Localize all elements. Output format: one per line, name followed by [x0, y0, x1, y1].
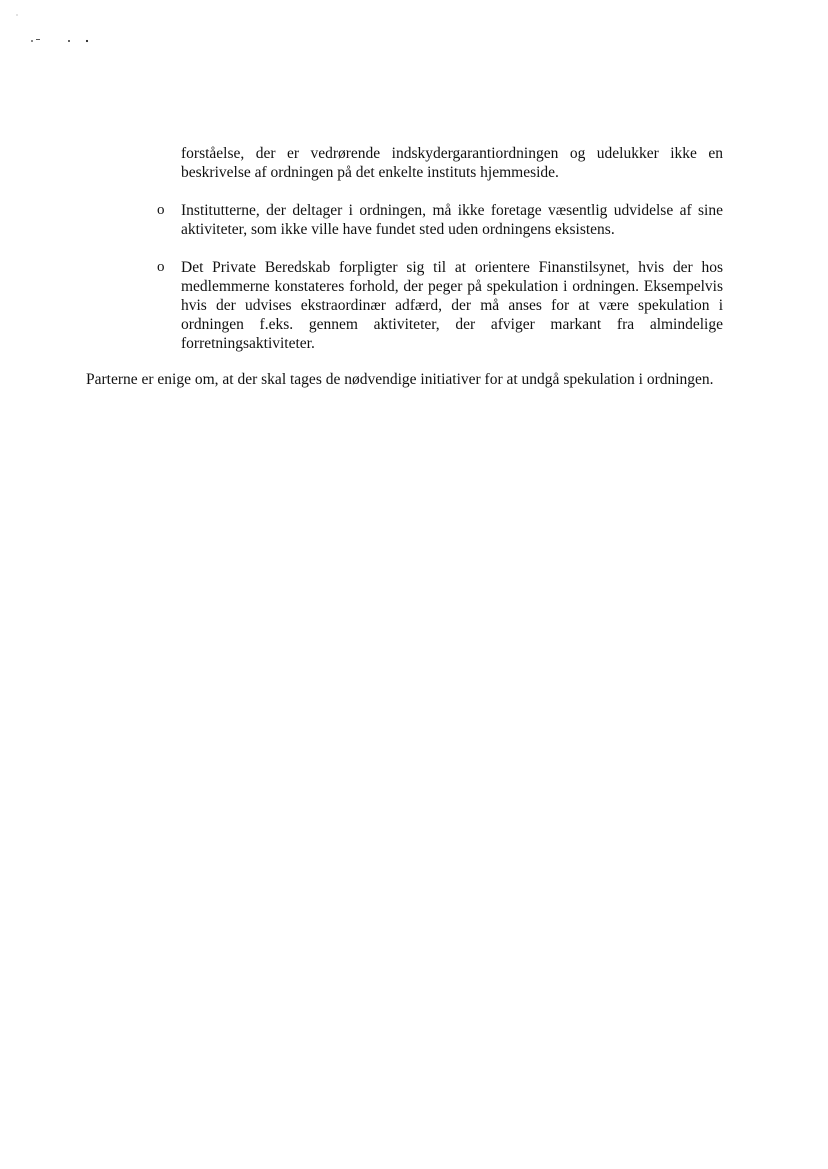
- closing-paragraph: Parterne er enige om, at der skal tages de nødvendige initiativer for at undgå spekulation i ordningen.: [86, 371, 714, 388]
- scan-speck: [36, 39, 40, 40]
- scan-specks: [0, 0, 120, 60]
- bullet-text: Det Private Beredskab forpligter sig til at orientere Finanstilsynet, hvis der hos medlemmerne konstateres forhold, der peger på spekulation i ordningen. Eksempelvis hvis der udvises ekstraordinær adfærd, der må anses for at være spekulation i ordningen f.eks. gennem aktiviteter, der afviger markant fra almindelige forretningsaktiviteter.: [181, 259, 723, 352]
- scan-speck: [86, 40, 88, 42]
- continuation-paragraph: forståelse, der er vedrørende indskydergarantiordningen og udelukker ikke en beskrivelse af ordningen på det enkelte instituts hjemmeside.: [181, 145, 723, 181]
- scan-speck: [68, 40, 70, 42]
- bullet-circle-icon: o: [157, 202, 165, 218]
- bullet-circle-icon: o: [157, 259, 165, 275]
- scan-speck: [31, 40, 33, 42]
- bullet-text: Institutterne, der deltager i ordningen, må ikke foretage væsentlig udvidelse af sine aktiviteter, som ikke ville have fundet sted uden ordningens eksistens.: [181, 202, 723, 238]
- scan-speck: [16, 14, 17, 15]
